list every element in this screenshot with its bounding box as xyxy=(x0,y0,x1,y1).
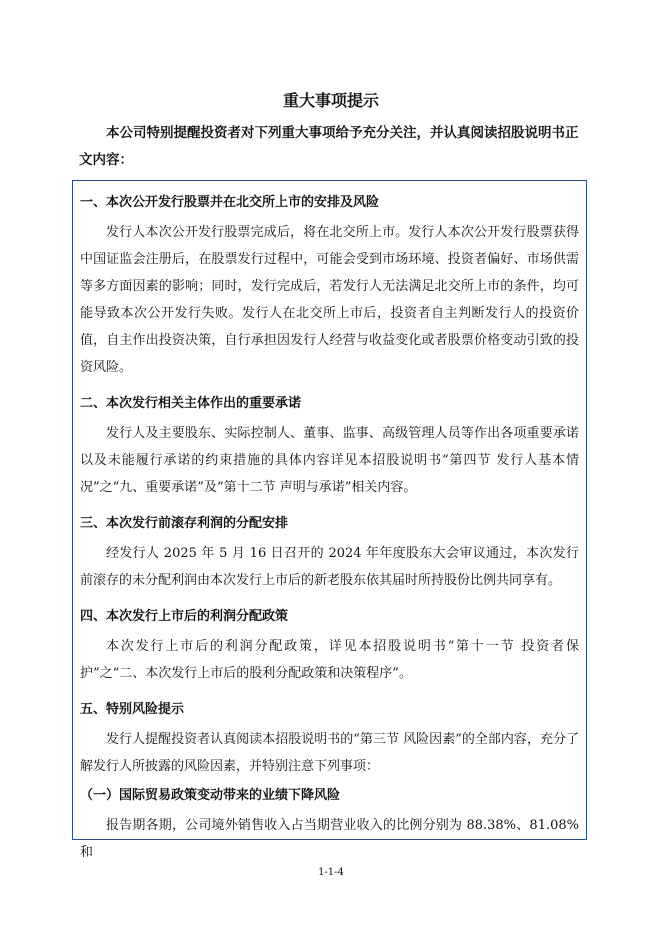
subsection-heading: （一）国际贸易政策变动带来的业绩下降风险 xyxy=(80,788,341,803)
notice-box-content xyxy=(73,181,586,866)
subsection-paragraph: 报告期各期，公司境外销售收入占当期营业收入的比例分别为 88.38%、81.08%和 xyxy=(80,818,579,860)
section-paragraph-4: 本次发行上市后的利润分配政策，详见本招股说明书“第十一节 投资者保护”之“二、本次发行上市后的股利分配政策和决策程序”。 xyxy=(80,639,579,681)
page-number: 1-1-4 xyxy=(318,867,344,878)
section-paragraph-1: 发行人本次公开发行股票完成后，将在北交所上市。发行人本次公开发行股票获得中国证监会注册后，在股票发行过程中，可能会受到市场环境、投资者偏好、市场供需等多方面因素的影响；同时，发行完成后，若发行人无法满足北交所上市的条件，均可能导致本次公开发行失败。发行人在北交所上市后，投资者自主判断发行人的投资价值，自主作出投资决策，自行承担因发行人经营与收益变化或者股票价格变动引致的投资风险。 xyxy=(80,225,579,375)
section-paragraph-2: 发行人及主要股东、实际控制人、董事、监事、高级管理人员等作出各项重要承诺以及未能履行承诺的约束措施的具体内容详见本招股说明书“第四节 发行人基本情况”之“九、重要承诺”及“第十二节 声明与承诺”相关内容。 xyxy=(80,426,579,495)
section-paragraph-3: 经发行人 2025 年 5 月 16 日召开的 2024 年年度股东大会审议通过，本次发行前滚存的未分配利润由本次发行上市后的新老股东依其届时所持股份比例共同享有。 xyxy=(80,546,579,588)
notice-box xyxy=(72,180,587,860)
section-heading-5: 五、特别风险提示 xyxy=(80,702,185,717)
section-heading-4: 四、本次发行上市后的利润分配政策 xyxy=(80,609,289,624)
intro-paragraph: 本公司特别提醒投资者对下列重大事项给予充分关注，并认真阅读招股说明书正文内容： xyxy=(79,125,579,168)
section-heading-2: 二、本次发行相关主体作出的重要承诺 xyxy=(80,396,302,411)
section-paragraph-5: 发行人提醒投资者认真阅读本招股说明书的“第三节 风险因素”的全部内容，充分了解发行人所披露的风险因素，并特别注意下列事项： xyxy=(80,732,579,774)
section-heading-1: 一、本次公开发行股票并在北交所上市的安排及风险 xyxy=(80,195,380,210)
section-heading-3: 三、本次发行前滚存利润的分配安排 xyxy=(80,516,289,531)
page-title: 重大事项提示 xyxy=(282,91,379,110)
